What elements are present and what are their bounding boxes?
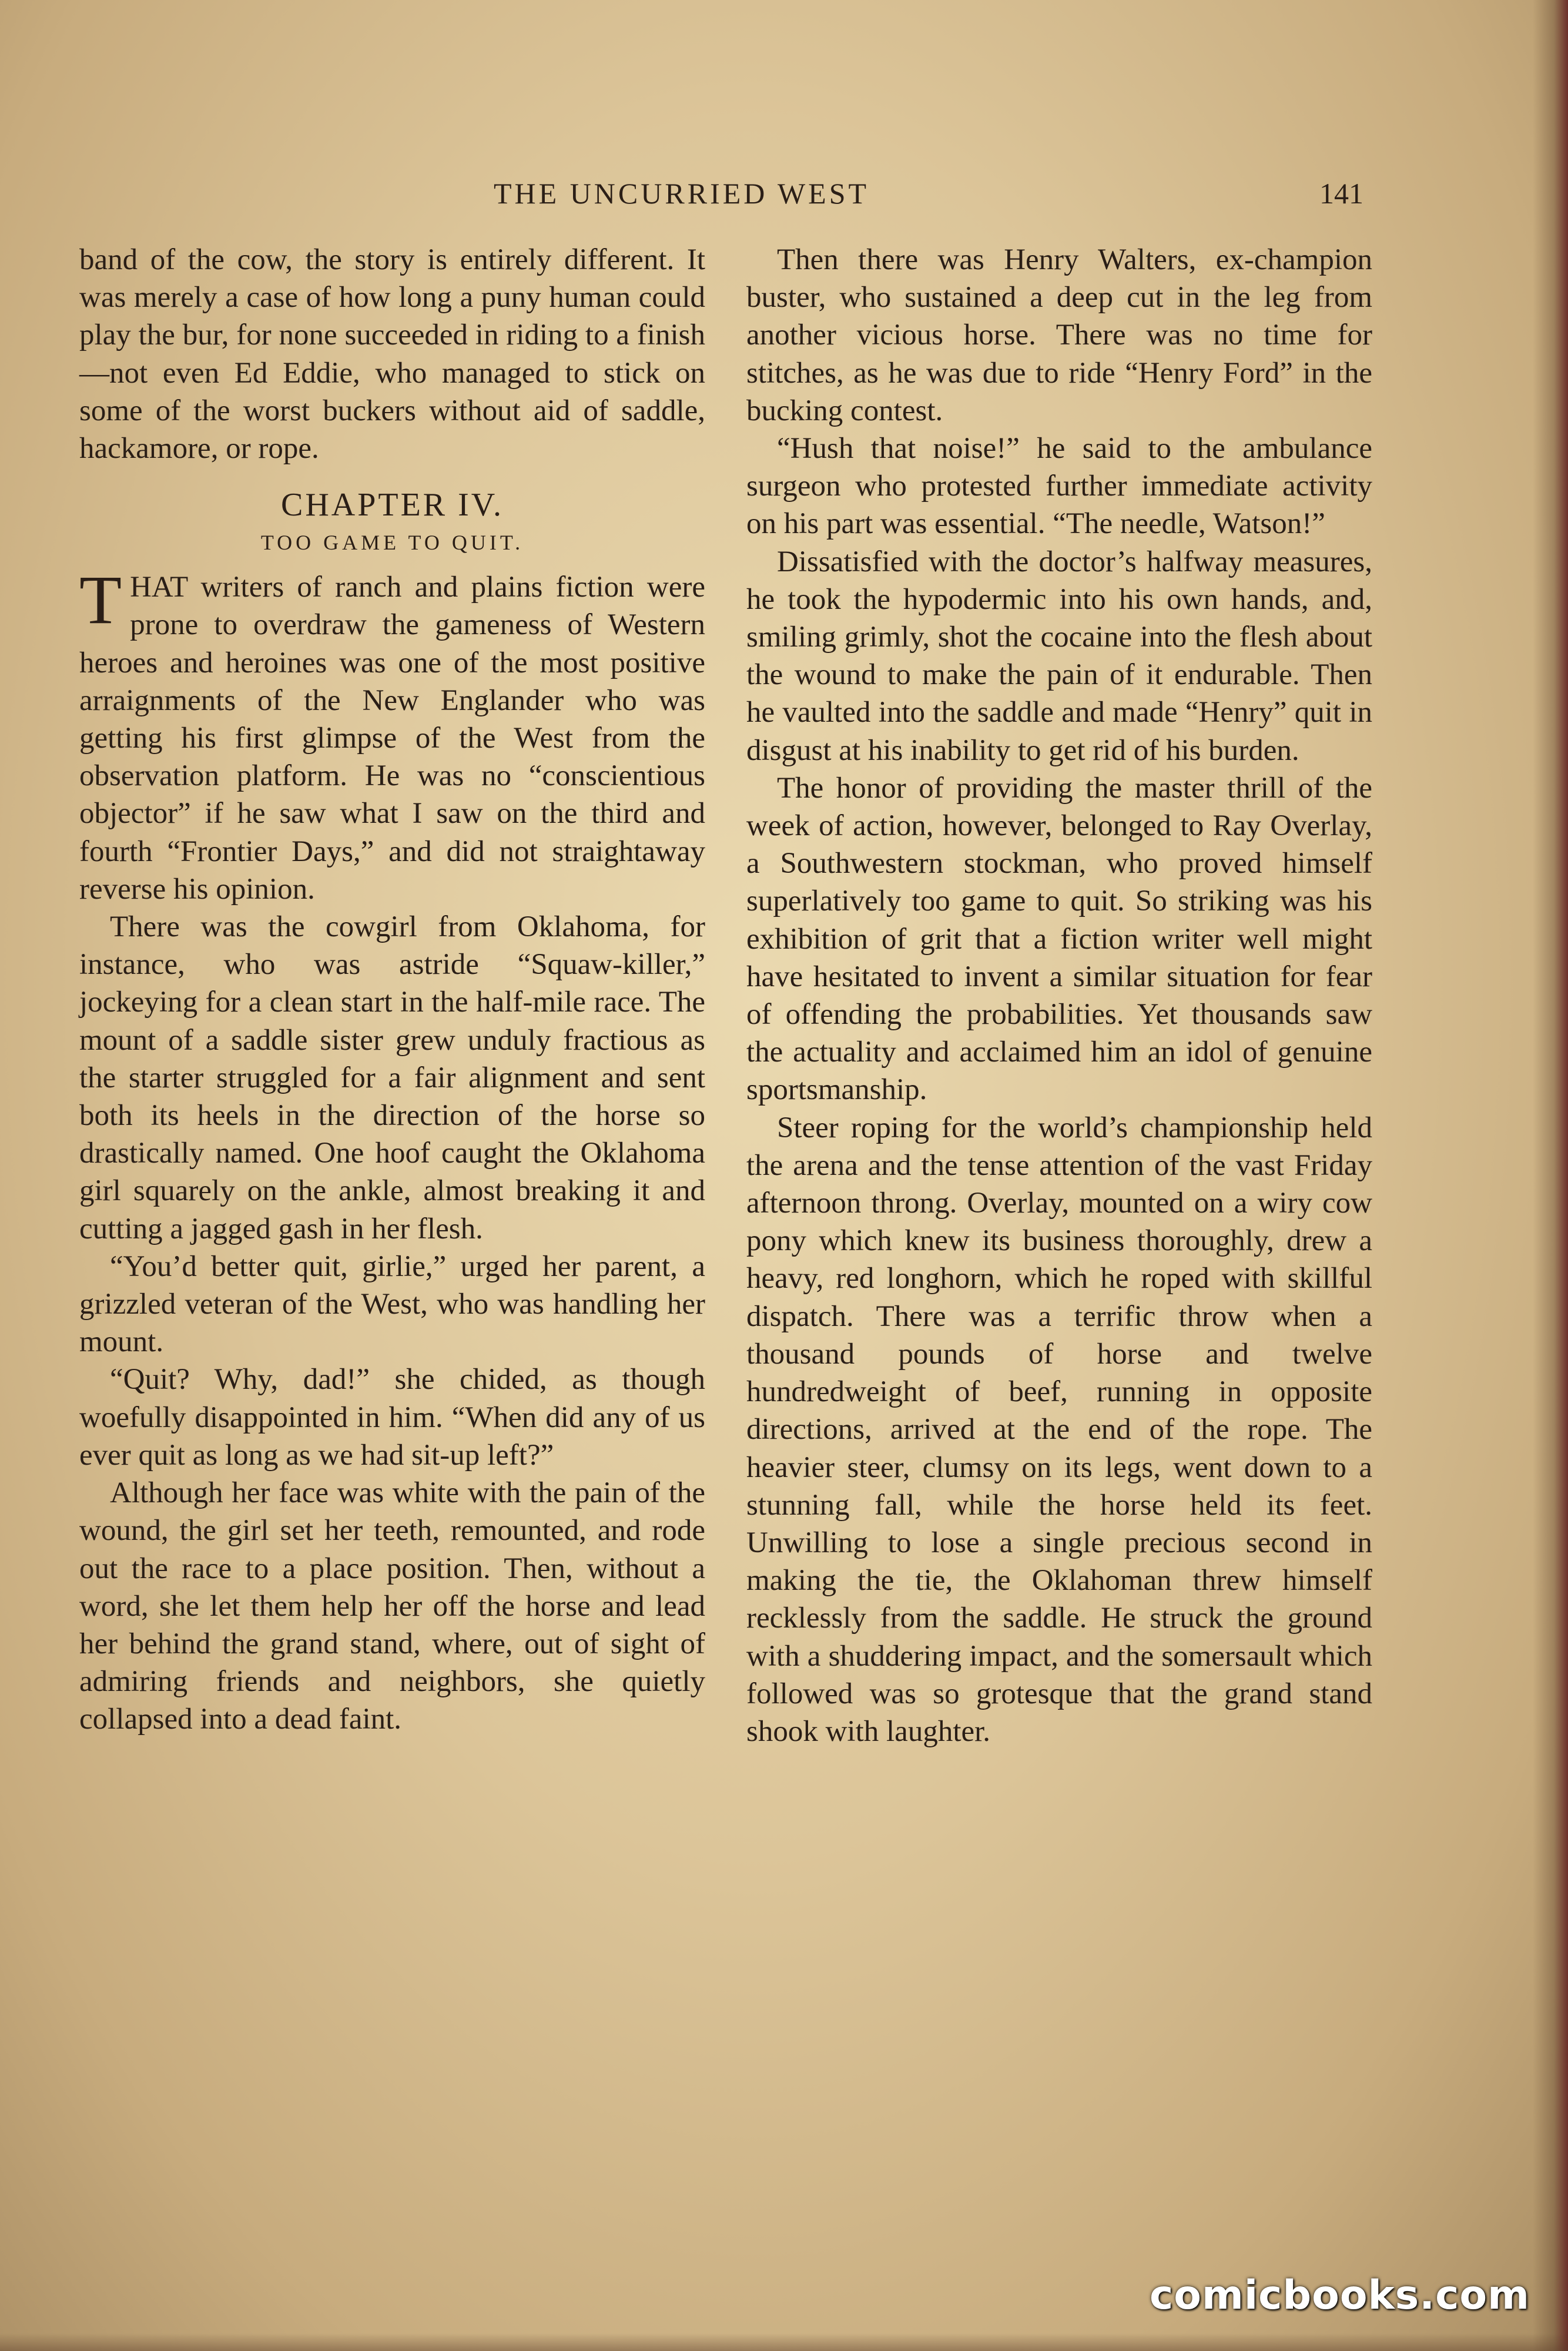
paragraph-text: HAT writers of ranch and plains fiction were prone to overdraw the gameness of Western heroes and heroines was one of the most positive arraignments of the New Englander who was getting his first glimpse of the West from the observation platform. He was no “conscientious objector” if he saw what I saw on the third and fourth “Frontier Days,” and did not straightaway reverse his opinion. [79,571,705,906]
paragraph: “You’d better quit, girlie,” urged her parent, a grizzled veteran of the West, who was handling her mount. [79,1250,705,1359]
paragraph: Dissatisfied with the doctor’s halfway measures, he took the hypodermic into his own hands, and, smiling grimly, shot the cocaine into the flesh about the wound to make the pain of it endurable. Then he vaulted into the saddle and made “Henry” quit in disgust at his inability to get rid of his burden. [746,545,1372,767]
paragraph: “Hush that noise!” he said to the ambulance surgeon who protested further immediate activity on his part was essential. “The needle, Watson!” [746,432,1372,541]
chapter-opening-paragraph [79,561,705,908]
page-edge-shadow [1533,0,1568,2351]
paragraph: band of the cow, the story is entirely different. It was merely a case of how long a puny human could play the bur, for none succeeded in riding to a finish —not even Ed Eddie, who managed to stick on some of the worst buckers without aid of saddle, hackamore, or rope. [79,243,705,465]
left-column [79,241,705,1739]
paragraph: There was the cowgirl from Oklahoma, for instance, who was astride “Squaw-killer,” jockeying for a clean start in the half-mile race. The mount of a saddle sister grew unduly fractious as the starter struggled for a fair alignment and sent both its heels in the direction of the horse so drastically named. One hoof caught the Oklahoma girl squarely on the ankle, almost breaking it and cutting a jagged gash in her flesh. [79,910,705,1245]
paragraph: Then there was Henry Walters, ex-champion buster, who sustained a deep cut in the leg from another vicious horse. There was no time for stitches, as he was due to ride “Henry Ford” in the bucking contest. [746,243,1372,427]
right-column [746,241,1372,1750]
running-title: THE UNCURRIED WEST [494,177,870,210]
page-bottom-edge [0,2333,1568,2351]
chapter-subtitle: TOO GAME TO QUIT. [260,531,524,555]
paragraph: “Quit? Why, dad!” she chided, as though woefully disappointed in him. “When did any of us ever quit as long as we had sit-up left?” [79,1363,705,1472]
page-number: 141 [1319,177,1363,210]
paragraph: Steer roping for the world’s championship held the arena and the tense attention of the vast Friday afternoon throng. Overlay, mounted on a wiry cow pony which knew its business thoroughly, drew a heavy, red longhorn, which he roped with skillful dispatch. There was a terrific throw when a thousand pounds of horse and twelve hundredweight of beef, running in opposite directions, arrived at the end of the rope. The heavier steer, clumsy on its legs, went down to a stunning fall, while the horse held its feet. Unwilling to lose a single precious second in making the tie, the Oklahoman threw himself recklessly from the saddle. He struck the ground with a shuddering impact, and the somersault which followed was so grotesque that the grand stand shook with laughter. [746,1111,1372,1748]
drop-cap: T [79,561,122,639]
page-header [82,176,1363,223]
chapter-title: CHAPTER IV. [280,487,504,524]
paragraph: Although her face was white with the pain of the wound, the girl set her teeth, remounted, and rode out the race to a place position. Then, without a word, she let them help her off the horse and lead her behind the grand stand, where, out of sight of admiring friends and neighbors, she quietly collapsed into a dead faint. [79,1476,705,1736]
paragraph: The honor of providing the master thrill of the week of action, however, belonged to Ray Overlay, a Southwestern stockman, who proved himself superlatively too game to quit. So striking was his exhibition of grit that a fiction writer well might have hesitated to invent a similar situation for fear of offending the probabilities. Yet thousands saw the actuality and acclaimed him an idol of genuine sportsmanship. [746,771,1372,1107]
site-watermark: comicbooks.com [1149,2272,1530,2319]
